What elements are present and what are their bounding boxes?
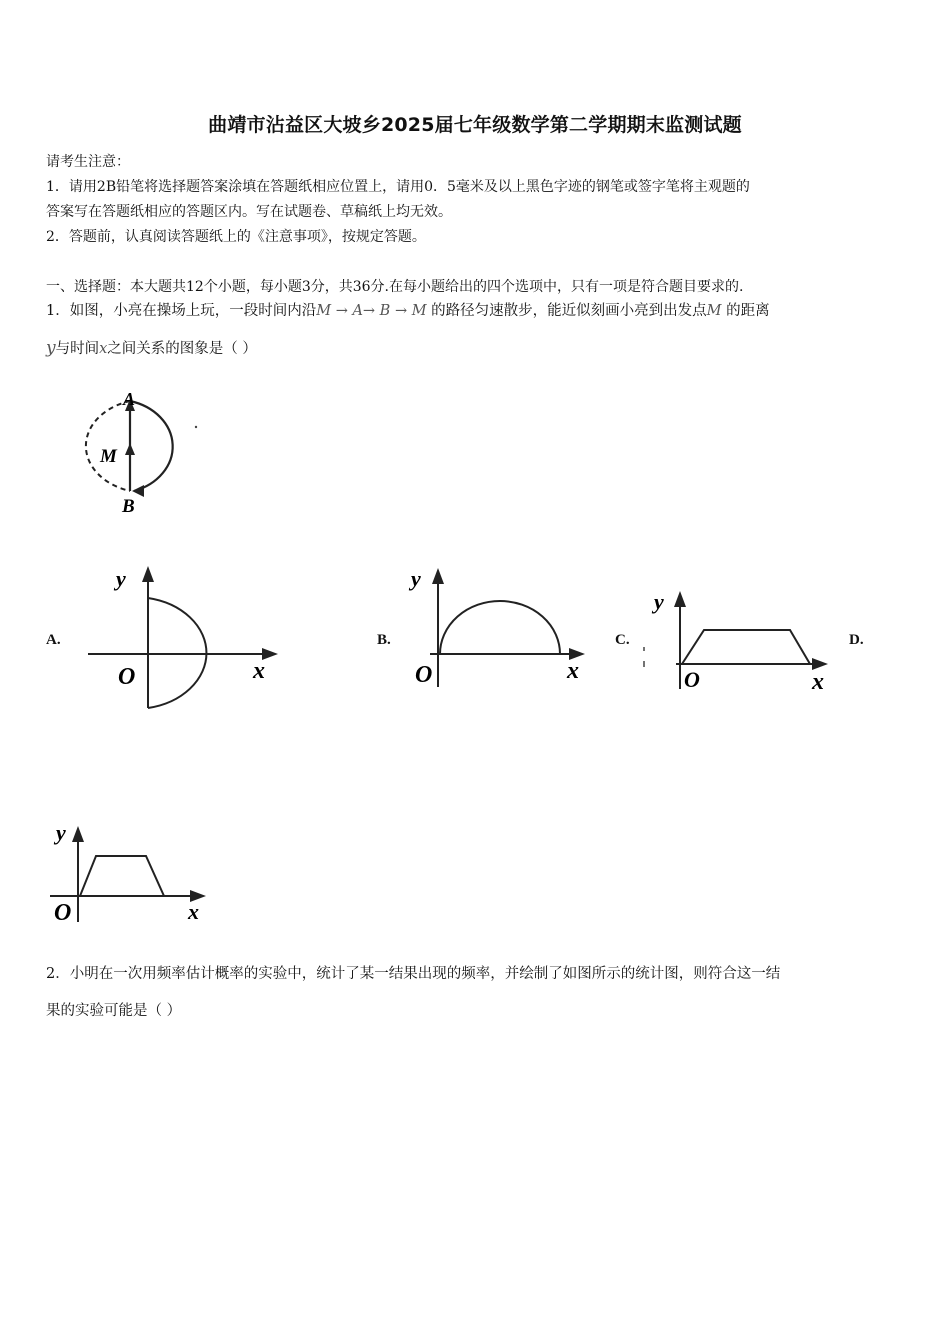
section-1-heading: 一、选择题：本大题共12个小题，每小题3分，共36分.在每小题给出的四个选项中，只有一项是符合题目要求的. (46, 279, 744, 295)
y-axis-arrow (674, 591, 686, 607)
label-m: M (100, 446, 117, 467)
option-d-label[interactable]: D. (849, 632, 864, 648)
origin-label: O (415, 662, 433, 688)
arch-curve (440, 601, 560, 654)
question-1-line-2-a: 与时间 (55, 341, 100, 357)
solid-arc (130, 401, 173, 491)
origin-label: O (54, 900, 72, 926)
notice-item-1-line-2: 答案写在答题纸相应的答题区内。写在试题卷、草稿纸上均无效。 (46, 204, 452, 220)
question-1-suffix: 的距离 (726, 303, 770, 319)
question-1-line-2 (46, 338, 257, 359)
x-label: x (253, 658, 265, 684)
origin-label: O (118, 664, 136, 690)
option-a-label[interactable]: A. (46, 632, 61, 648)
y-axis-arrow (432, 568, 444, 584)
x-label: x (812, 669, 824, 695)
y-label: y (56, 820, 66, 845)
question-1-path: M → A→ B → M (316, 303, 427, 319)
option-b-label[interactable]: B. (377, 632, 391, 648)
option-a-graph[interactable] (88, 562, 293, 710)
y-axis-arrow (72, 826, 84, 842)
question-1-line-2-b: 之间关系的图象是（ ） (107, 341, 257, 357)
question-1-var-y: y (46, 338, 56, 358)
trapezoid-curve (682, 630, 810, 664)
label-a: A (123, 389, 136, 409)
question-1-middle: 的路径匀速散步，能近似刻画小亮到出发点 (431, 303, 707, 319)
question-1-line-1 (46, 301, 770, 321)
notice-item-1-line-1: 1．请用2B铅笔将选择题答案涂填在答题纸相应位置上，请用0．5毫米及以上黑色字迹的钢笔或签字笔将主观题的 (46, 179, 750, 195)
y-label: y (116, 566, 126, 591)
label-b: B (122, 496, 135, 517)
stray-dot (195, 426, 197, 428)
origin-label: O (684, 667, 700, 692)
y-axis-arrow (142, 566, 154, 582)
option-c-label[interactable]: C. (615, 632, 630, 648)
question-1-prefix: 1．如图，小亮在操场上玩，一段时间内沿 (46, 303, 317, 319)
question-2-line-1: 2．小明在一次用频率估计概率的实验中，统计了某一结果出现的频率，并绘制了如图所示的统计图，则符合这一结 (46, 966, 781, 982)
x-label: x (188, 899, 199, 924)
notice-heading: 请考生注意： (46, 154, 130, 170)
page-title: 曲靖市沾益区大坡乡2025届七年级数学第二学期期末监测试题 (208, 114, 742, 136)
y-label: y (654, 589, 664, 614)
option-c-graph[interactable] (640, 585, 845, 695)
question-2-line-2: 果的实验可能是（ ） (46, 1003, 182, 1019)
option-d-graph[interactable] (46, 820, 216, 928)
question-1-var-x: x (99, 341, 108, 357)
question-1-figure (60, 385, 210, 520)
trapezoid-curve (80, 856, 164, 896)
notice-item-2: 2．答题前，认真阅读答题纸上的《注意事项》，按规定答题。 (46, 229, 426, 245)
arrow-at-m (125, 443, 135, 455)
option-b-graph[interactable] (405, 562, 595, 692)
y-label: y (411, 566, 421, 591)
question-1-point: M (706, 303, 722, 319)
x-label: x (567, 658, 579, 684)
